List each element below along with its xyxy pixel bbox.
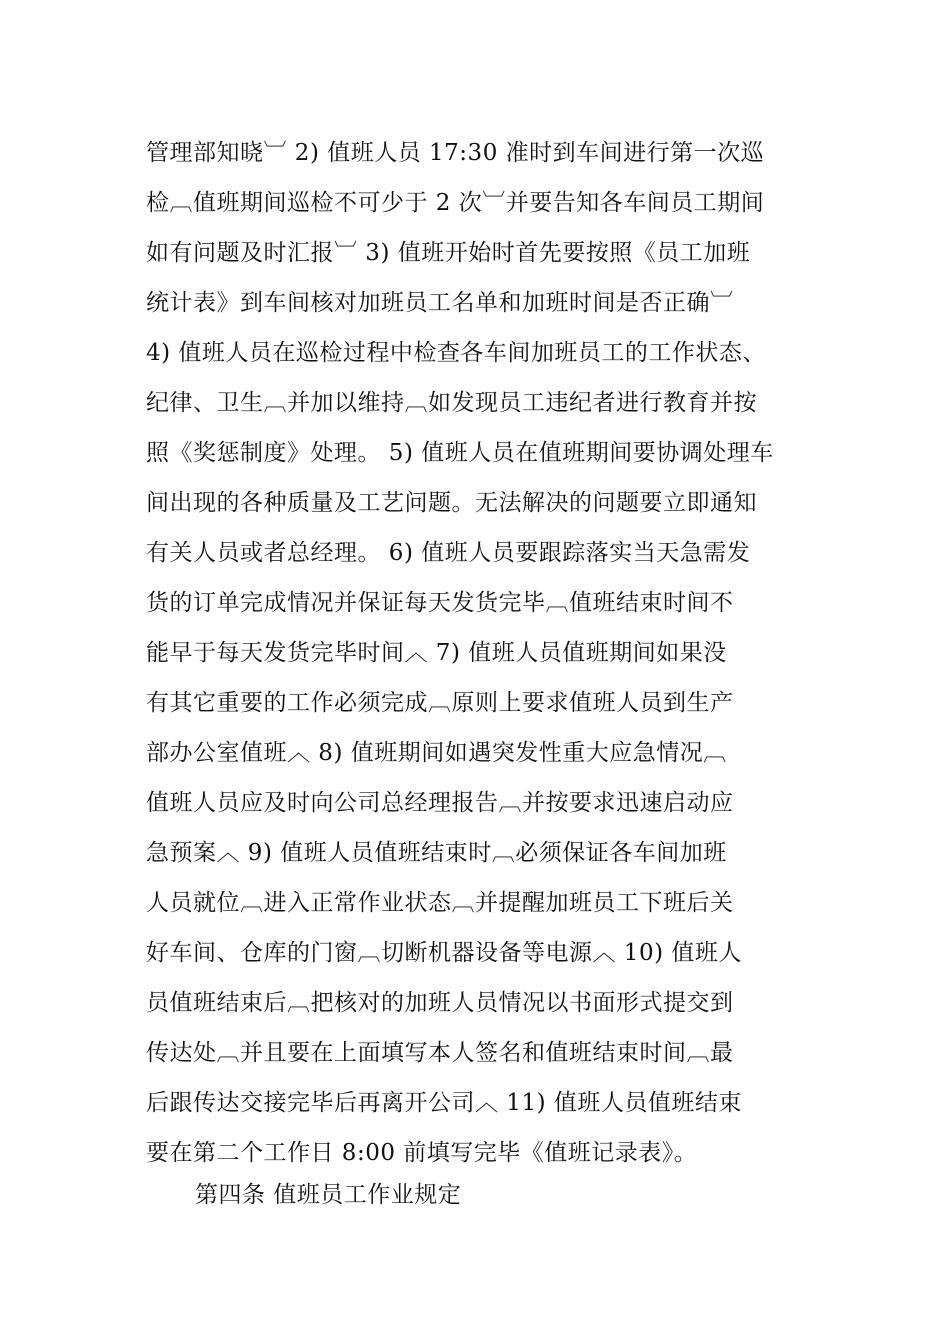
text-line: 纪律、卫生︹并加以维持︹如发现员工违纪者进行教育并按 bbox=[146, 390, 757, 416]
text-line: 如有问题及时汇报︺ 3) 值班开始时首先要按照《员工加班 bbox=[146, 240, 751, 266]
text-line: 间出现的各种质量及工艺问题。无法解决的问题要立即通知 bbox=[146, 490, 757, 516]
text-line: 照《奖惩制度》处理。 5) 值班人员在值班期间要协调处理车 bbox=[146, 440, 774, 466]
text-line: 传达处︹并且要在上面填写本人签名和值班结束时间︹最 bbox=[146, 1040, 734, 1066]
text-line: 人员就位︹进入正常作业状态︹并提醒加班员工下班后关 bbox=[146, 890, 734, 916]
text-line: 员值班结束后︹把核对的加班人员情况以书面形式提交到 bbox=[146, 990, 734, 1016]
text-line: 检︹值班期间巡检不可少于 2 次︺并要告知各车间员工期间 bbox=[146, 190, 765, 216]
text-line: 好车间、仓库的门窗︹切断机器设备等电源︿ 10) 值班人 bbox=[146, 940, 742, 966]
text-line: 急预案︿ 9) 值班人员值班结束时︹必须保证各车间加班 bbox=[146, 840, 727, 866]
text-line: 管理部知晓︺ 2) 值班人员 17:30 准时到车间进行第一次巡 bbox=[146, 140, 765, 166]
text-line: 有其它重要的工作必须完成︹原则上要求值班人员到生产 bbox=[146, 690, 734, 716]
text-line: 能早于每天发货完毕时间︿ 7) 值班人员值班期间如果没 bbox=[146, 640, 727, 666]
text-line: 部办公室值班︿ 8) 值班期间如遇突发性重大应急情况︹ bbox=[146, 740, 727, 766]
text-line: 4) 值班人员在巡检过程中检查各车间加班员工的工作状态、 bbox=[146, 340, 766, 366]
text-line: 货的订单完成情况并保证每天发货完毕︹值班结束时间不 bbox=[146, 590, 734, 616]
section-heading: 第四条 值班员工作业规定 bbox=[195, 1182, 462, 1208]
text-line: 有关人员或者总经理。 6) 值班人员要跟踪落实当天急需发 bbox=[146, 540, 751, 566]
text-line: 要在第二个工作日 8:00 前填写完毕《值班记录表》。 bbox=[146, 1140, 698, 1166]
text-line: 值班人员应及时向公司总经理报告︹并按要求迅速启动应 bbox=[146, 790, 734, 816]
body-paragraph bbox=[146, 128, 816, 1178]
text-line: 后跟传达交接完毕后再离开公司︿ 11) 值班人员值班结束 bbox=[146, 1090, 742, 1116]
text-line: 统计表》到车间核对加班员工名单和加班时间是否正确︺ bbox=[146, 290, 734, 316]
